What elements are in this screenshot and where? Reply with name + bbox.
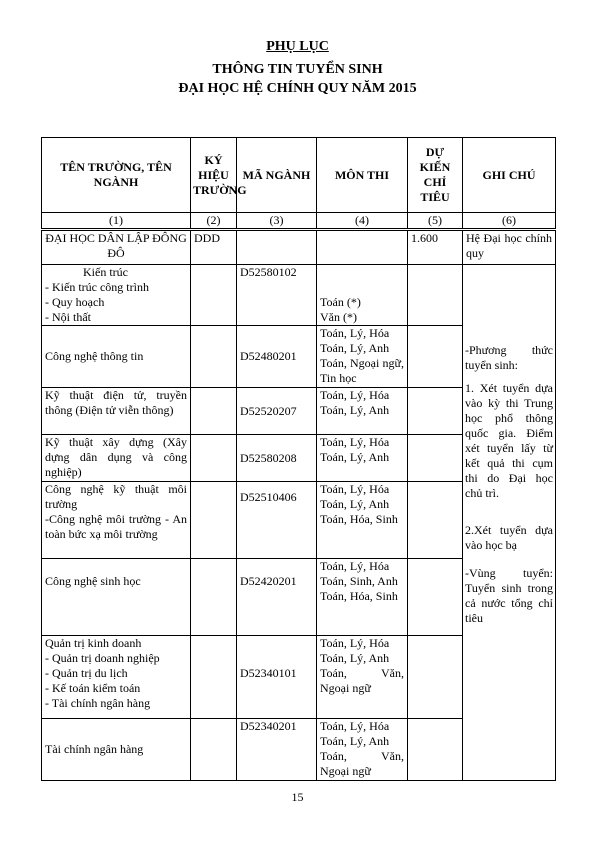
empty-cell bbox=[408, 719, 463, 781]
major-sub: - Kiến trúc công trình bbox=[45, 280, 149, 294]
subjects-cell bbox=[317, 482, 408, 559]
major-name: Tài chính ngân hàng bbox=[42, 719, 191, 781]
subject-combo: Toán, Văn, Ngoại ngữ bbox=[320, 666, 404, 695]
notes-cell bbox=[463, 265, 556, 781]
major-sub: - Kế toán kiểm toán bbox=[45, 681, 141, 695]
page-number: 15 bbox=[291, 790, 304, 804]
subjects-cell bbox=[317, 265, 408, 326]
major-name-cell bbox=[42, 482, 191, 559]
subject-combo: Toán, Lý, Anh bbox=[320, 734, 390, 748]
subject-combo: Toán, Lý, Hóa bbox=[320, 482, 390, 496]
major-code: D52580102 bbox=[237, 265, 317, 326]
subject-combo: Toán, Lý, Anh bbox=[320, 341, 390, 355]
empty-cell bbox=[408, 388, 463, 435]
subject-combo: Toán, Lý, Hóa bbox=[320, 326, 390, 340]
school-row bbox=[42, 230, 556, 265]
subject-combo: Toán, Lý, Hóa bbox=[320, 435, 390, 449]
major-sub: -Công nghệ môi trường - An toàn bức xạ môi trường bbox=[45, 512, 187, 541]
subjects-cell bbox=[317, 388, 408, 435]
subject-combo: Toán, Hóa, Sinh bbox=[320, 512, 398, 526]
subjects-cell bbox=[317, 719, 408, 781]
empty-cell bbox=[408, 559, 463, 636]
subject-combo: Toán, Lý, Hóa bbox=[320, 559, 390, 573]
major-sub: - Quản trị doanh nghiệp bbox=[45, 651, 160, 665]
empty-cell bbox=[191, 388, 237, 435]
appendix-title: PHỤ LỤC bbox=[266, 39, 329, 54]
subject-combo: Toán, Lý, Hóa bbox=[320, 388, 390, 402]
subject-combo: Toán, Sinh, Anh bbox=[320, 574, 398, 588]
col-header-major-code: MÃ NGÀNH bbox=[237, 138, 317, 213]
empty-cell bbox=[237, 230, 317, 265]
admission-table bbox=[41, 137, 556, 781]
col-number: (4) bbox=[317, 213, 408, 230]
col-header-notes: GHI CHÚ bbox=[463, 138, 556, 213]
subject-combo: Toán, Lý, Hóa bbox=[320, 719, 390, 733]
column-number-row bbox=[42, 213, 556, 230]
empty-cell bbox=[408, 326, 463, 388]
subject-combo: Toán, Hóa, Sinh bbox=[320, 589, 398, 603]
col-number: (6) bbox=[463, 213, 556, 230]
col-header-name: TÊN TRƯỜNG, TÊN NGÀNH bbox=[42, 138, 191, 213]
notes-method: -Phương thức tuyển sinh: bbox=[465, 343, 553, 372]
empty-cell bbox=[191, 435, 237, 482]
subject-combo: Toán, Lý, Anh bbox=[320, 403, 390, 417]
major-sub: - Nội thất bbox=[45, 310, 91, 324]
admission-info-title: THÔNG TIN TUYỂN SINH bbox=[212, 62, 383, 77]
major-code: D52420201 bbox=[237, 559, 317, 636]
col-number: (5) bbox=[408, 213, 463, 230]
empty-cell bbox=[408, 482, 463, 559]
subject-combo: Toán, Lý, Anh bbox=[320, 651, 390, 665]
empty-cell bbox=[408, 435, 463, 482]
subjects-cell bbox=[317, 559, 408, 636]
major-sub: - Tài chính ngân hàng bbox=[45, 696, 151, 710]
empty-cell bbox=[317, 230, 408, 265]
major-name: Kỹ thuật điện tử, truyền thông (Điện tử viễn thông) bbox=[42, 388, 191, 435]
col-number: (1) bbox=[42, 213, 191, 230]
major-name: Công nghệ kỹ thuật môi trường bbox=[45, 482, 187, 511]
major-code: D52340101 bbox=[237, 636, 317, 719]
table-header-row bbox=[42, 138, 556, 213]
subject-combo: Toán, Lý, Hóa bbox=[320, 636, 390, 650]
notes-region: -Vùng tuyển: Tuyển sinh trong cả nước tổng chỉ tiêu bbox=[465, 566, 553, 625]
empty-cell bbox=[408, 636, 463, 719]
empty-cell bbox=[191, 636, 237, 719]
subject-combo: Văn (*) bbox=[320, 310, 357, 324]
subjects-cell bbox=[317, 435, 408, 482]
col-header-school-code: KÝ HIỆU TRƯỜNG bbox=[191, 138, 237, 213]
empty-cell bbox=[408, 265, 463, 326]
major-name: Kiến trúc bbox=[83, 265, 128, 279]
school-name: ĐẠI HỌC DÂN LẬP ĐÔNG ĐÔ bbox=[42, 230, 191, 265]
table-row bbox=[42, 265, 556, 326]
empty-cell bbox=[191, 326, 237, 388]
notes-method-2: 2.Xét tuyển dựa vào học bạ bbox=[465, 523, 553, 552]
notes-method-1: 1. Xét tuyển dựa vào kỳ thi Trung học phổ thông quốc gia. Điểm xét tuyển lấy từ kết quả thi cụm thi do Đại học chủ trì. bbox=[465, 381, 553, 500]
major-sub: - Quản trị du lịch bbox=[45, 666, 128, 680]
subject-combo: Toán, Ngoại ngữ, Tin học bbox=[320, 356, 404, 385]
empty-cell bbox=[191, 265, 237, 326]
major-code: D52480201 bbox=[237, 326, 317, 388]
major-code: D52520207 bbox=[237, 388, 317, 435]
school-code: DDD bbox=[191, 230, 237, 265]
major-name: Công nghệ sinh học bbox=[42, 559, 191, 636]
empty-cell bbox=[191, 559, 237, 636]
program-title: ĐẠI HỌC HỆ CHÍNH QUY NĂM 2015 bbox=[178, 81, 417, 96]
major-name-cell bbox=[42, 265, 191, 326]
school-note: Hệ Đại học chính quy bbox=[463, 230, 556, 265]
col-number: (3) bbox=[237, 213, 317, 230]
major-name: Quản trị kinh doanh bbox=[45, 636, 142, 650]
major-sub: - Quy hoạch bbox=[45, 295, 105, 309]
major-code: D52340201 bbox=[237, 719, 317, 781]
major-name-cell bbox=[42, 636, 191, 719]
school-quota: 1.600 bbox=[408, 230, 463, 265]
major-name: Công nghệ thông tin bbox=[42, 326, 191, 388]
empty-cell bbox=[191, 719, 237, 781]
subjects-cell bbox=[317, 636, 408, 719]
col-number: (2) bbox=[191, 213, 237, 230]
subject-combo: Toán, Văn, Ngoại ngữ bbox=[320, 749, 404, 778]
subject-combo: Toán (*) bbox=[320, 295, 361, 309]
subject-combo: Toán, Lý, Anh bbox=[320, 450, 390, 464]
major-name: Kỹ thuật xây dựng (Xây dựng dân dụng và công nghiệp) bbox=[42, 435, 191, 482]
subjects-cell bbox=[317, 326, 408, 388]
major-code: D52510406 bbox=[237, 482, 317, 559]
col-header-quota: DỰ KIẾN CHỈ TIÊU bbox=[408, 138, 463, 213]
empty-cell bbox=[191, 482, 237, 559]
col-header-subjects: MÔN THI bbox=[317, 138, 408, 213]
major-code: D52580208 bbox=[237, 435, 317, 482]
subject-combo: Toán, Lý, Anh bbox=[320, 497, 390, 511]
